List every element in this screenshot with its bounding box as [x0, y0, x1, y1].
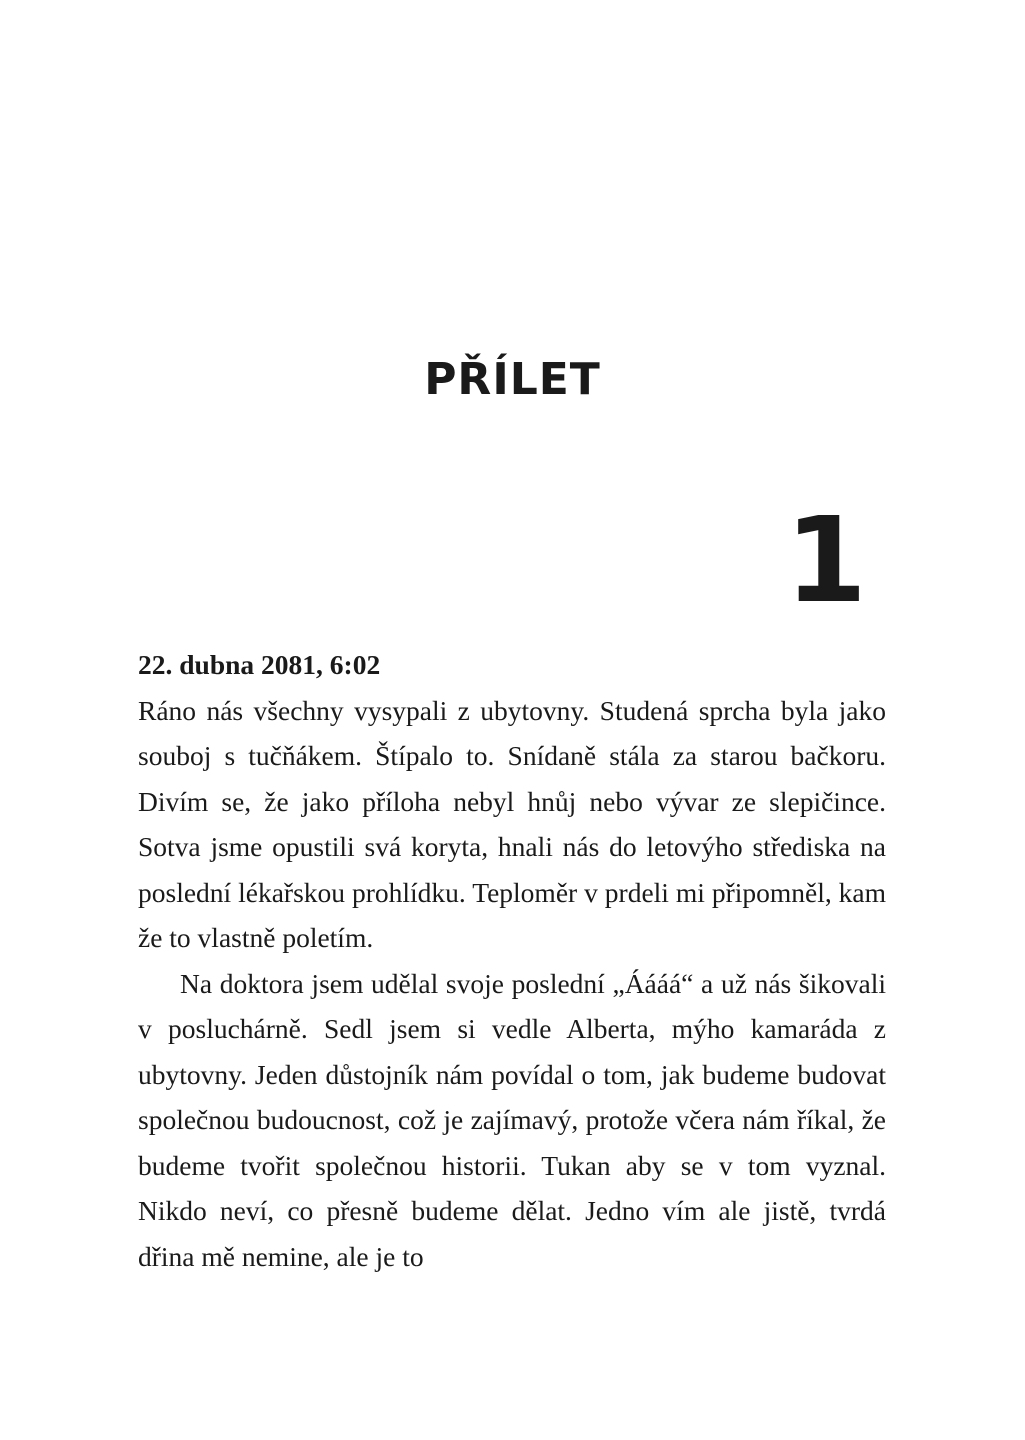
part-title: PŘÍLET	[424, 354, 601, 405]
chapter-body	[138, 642, 886, 1279]
paragraph: Na doktora jsem udělal svoje poslední „Áááá“ a už nás šikovali v posluchárně. Sedl jsem si vedle Alberta, mýho kamaráda z ubytovny. Jeden důstojník nám povídal o tom, jak budeme budovat společnou budoucnost, což je zajímavý, protože včera nám říkal, že budeme tvořit společnou historii. Tukan aby se v tom vyznal. Nikdo neví, co přesně budeme dělat. Jedno vím ale jistě, tvrdá dřina mě nemine, ale je to	[138, 967, 886, 1272]
entry-dateline: 22. dubna 2081, 6:02	[138, 649, 381, 680]
chapter-number: 1	[784, 491, 867, 629]
paragraph: Ráno nás všechny vysypali z ubytovny. Studená sprcha byla jako souboj s tučňákem. Štípalo to. Snídaně stála za starou bačkoru. Divím se, že jako příloha nebyl hnůj nebo vývar ze slepičince. Sotva jsme opustili svá koryta, hnali nás do letovýho střediska na poslední lékařskou prohlídku. Teploměr v prdeli mi připomněl, kam že to vlastně poletím.	[138, 694, 886, 953]
